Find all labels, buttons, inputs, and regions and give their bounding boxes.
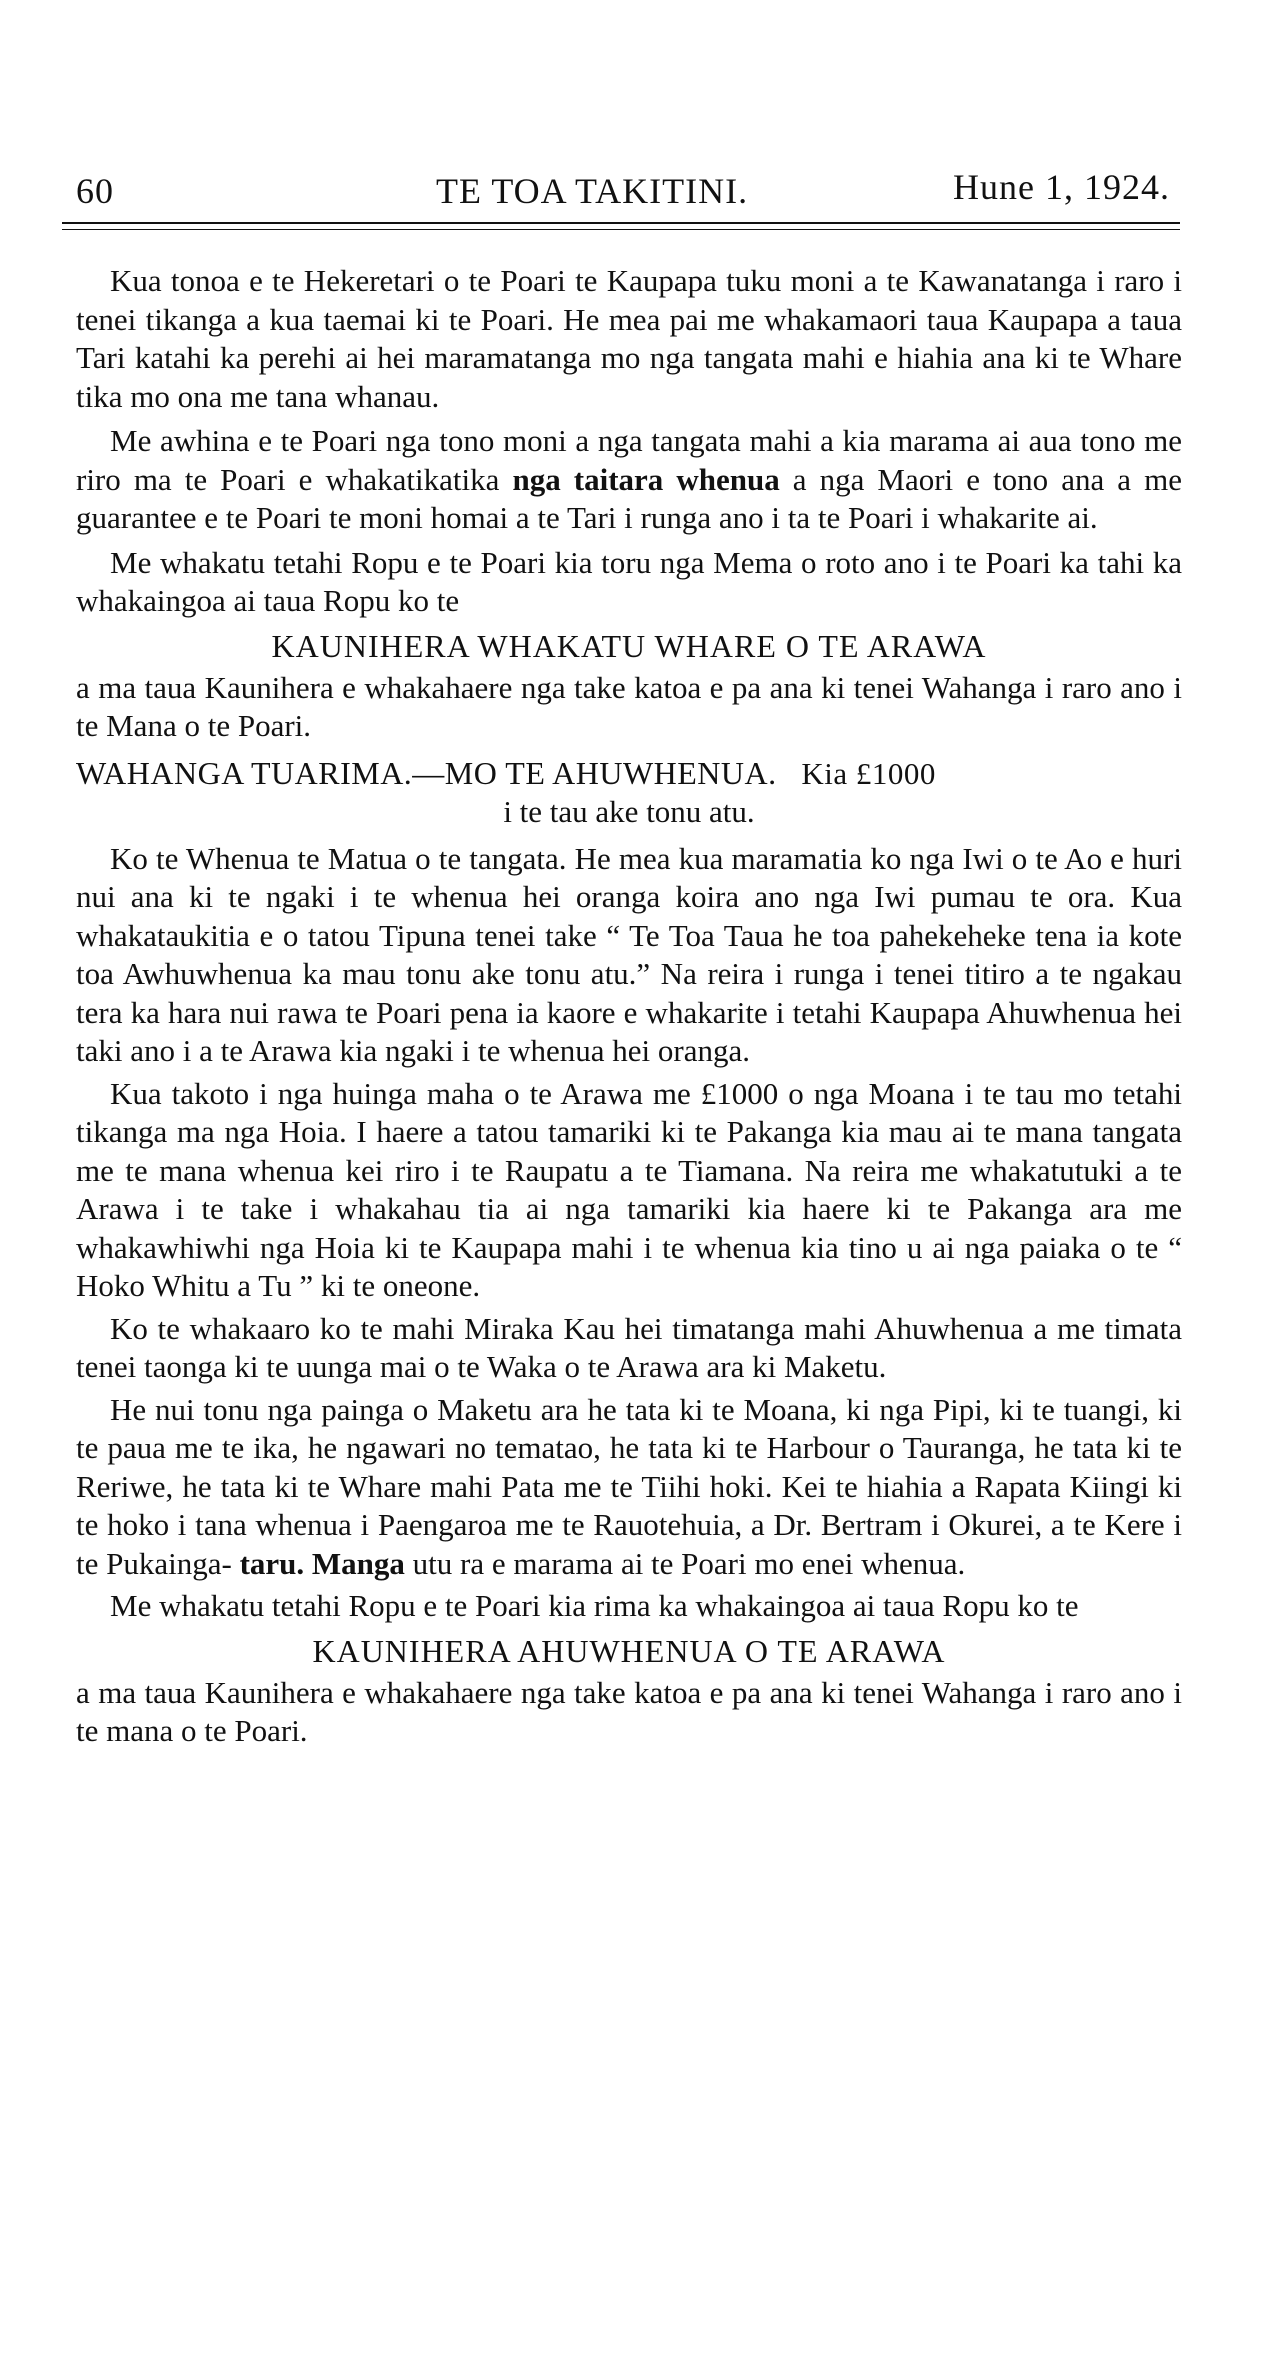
section-title: WAHANGA TUARIMA.—MO TE AHUWHENUA. — [76, 754, 777, 791]
paragraph-2-text-b: a nga Maori e tono ana a me guarantee e te Poari te moni homai a te Tari i runga ano i ta te Poari i whakarite ai. — [76, 461, 1182, 535]
page-header — [76, 160, 1180, 216]
body-text — [76, 262, 1182, 1751]
paragraph-3: Me whakatu tetahi Ropu e te Poari kia toru nga Mema o roto ano i te Poari ka tahi ka whakaingoa ai taua Ropu ko te — [76, 544, 1182, 618]
paragraph-4: a ma taua Kaunihera e whakahaere nga take katoa e pa ana ki tenei Wahanga i raro ano i te Mana o te Poari. — [76, 669, 1182, 743]
heading-kaunihera-whakatu-whare: KAUNIHERA WHAKATU WHARE O TE ARAWA — [271, 627, 987, 664]
paragraph-8-text-b: utu ra e marama ai te Poari mo enei whenua. — [412, 1545, 966, 1581]
section-amount: Kia £1000 — [801, 755, 936, 791]
running-title: TE TOA TAKITINI. — [436, 171, 749, 211]
paragraph-8-bold: taru. Manga — [239, 1545, 405, 1581]
paragraph-6: Kua takoto i nga huinga maha o te Arawa me £1000 o nga Moana i te tau mo tetahi tikanga ma nga Hoia. I haere a tatou tamariki ki te Pakanga kia mau ai te mana tangata me te mana whenua kei riro i te Raupatu a te Tiamana. Na reira me whakatutuki a te Arawa i te take i whakahau tia ai nga tamariki kia haere ki te Pakanga ara me whakawhiwhi nga Hoia ki te Kaupapa mahi i te whenua kia tino u ai nga paiaka o te “ Hoko Whitu a Tu ” ki te oneone. — [76, 1075, 1182, 1303]
header-rule-thick — [62, 222, 1180, 224]
paragraph-2 — [76, 422, 1182, 538]
paragraph-5: Ko te Whenua te Matua o te tangata. He mea kua maramatia ko nga Iwi o te Ao e huri nui ana ki te ngaki i te whenua hei oranga koira ano nga Iwi pumau te ora. Kua whakataukitia e o tatou Tipuna tenei take “ Te Toa Taua he toa pahekeheke tena ia kote toa Awhuwhenua ka mau tonu ake tonu atu.” Na reira i runga i tenei titiro a te ngakau tera ka hara nui rawa te Poari pena ia kaore e whakarite i tetahi Kaupapa Ahuwhenua hei taki ano i a te Arawa kia ngaki i te whenua hei oranga. — [76, 840, 1182, 1068]
page-number: 60 — [76, 171, 114, 211]
paragraph-7: Ko te whakaaro ko te mahi Miraka Kau hei timatanga mahi Ahuwhenua a me timata tenei taonga ki te uunga mai o te Waka o te Arawa ara ki Maketu. — [76, 1310, 1182, 1384]
section-subtitle: i te tau ake tonu atu. — [503, 794, 755, 829]
paragraph-2-text-a: Me awhina e te Poari nga tono moni a nga tangata mahi a kia marama ai aua tono me riro ma te Poari e whakatikatika — [76, 423, 1182, 497]
section-heading — [76, 754, 1182, 794]
paragraph-2-bold: nga taitara whenua — [512, 461, 780, 497]
heading-kaunihera-ahuwhenua: KAUNIHERA AHUWHENUA O TE ARAWA — [312, 1632, 946, 1669]
paragraph-8 — [76, 1391, 1182, 1584]
paragraph-10: a ma taua Kaunihera e whakahaere nga take katoa e pa ana ki tenei Wahanga i raro ano i te mana o te Poari. — [76, 1674, 1182, 1748]
issue-date: Hune 1, 1924. — [953, 167, 1170, 207]
paragraph-8-text-a: He nui tonu nga painga o Maketu ara he tata ki te Moana, ki nga Pipi, ki te tuangi, ki te paua me te ika, he ngawari no tematao, he tata ki te Harbour o Tauranga, he tata ki te Reriwe, he tata ki te Whare mahi Pata me te Tiihi hoki. Kei te hiahia a Rapata Kiingi ki te hoko i tana whenua i Paengaroa me te Rauotehuia, a Dr. Bertram i Okurei, a te Kere i te Pukainga- — [76, 1391, 1182, 1581]
paragraph-1: Kua tonoa e te Hekeretari o te Poari te Kaupapa tuku moni a te Kawanatanga i raro i tenei tikanga a kua taemai ki te Poari. He mea pai me whakamaori taua Kaupapa a taua Tari katahi ka perehi ai hei maramatanga mo nga tangata mahi e hiahia ana ki te Whare tika mo ona me tana whanau. — [76, 263, 1182, 414]
paragraph-9: Me whakatu tetahi Ropu e te Poari kia rima ka whakaingoa ai taua Ropu ko te — [110, 1588, 1079, 1623]
header-rule-thin — [62, 229, 1180, 230]
